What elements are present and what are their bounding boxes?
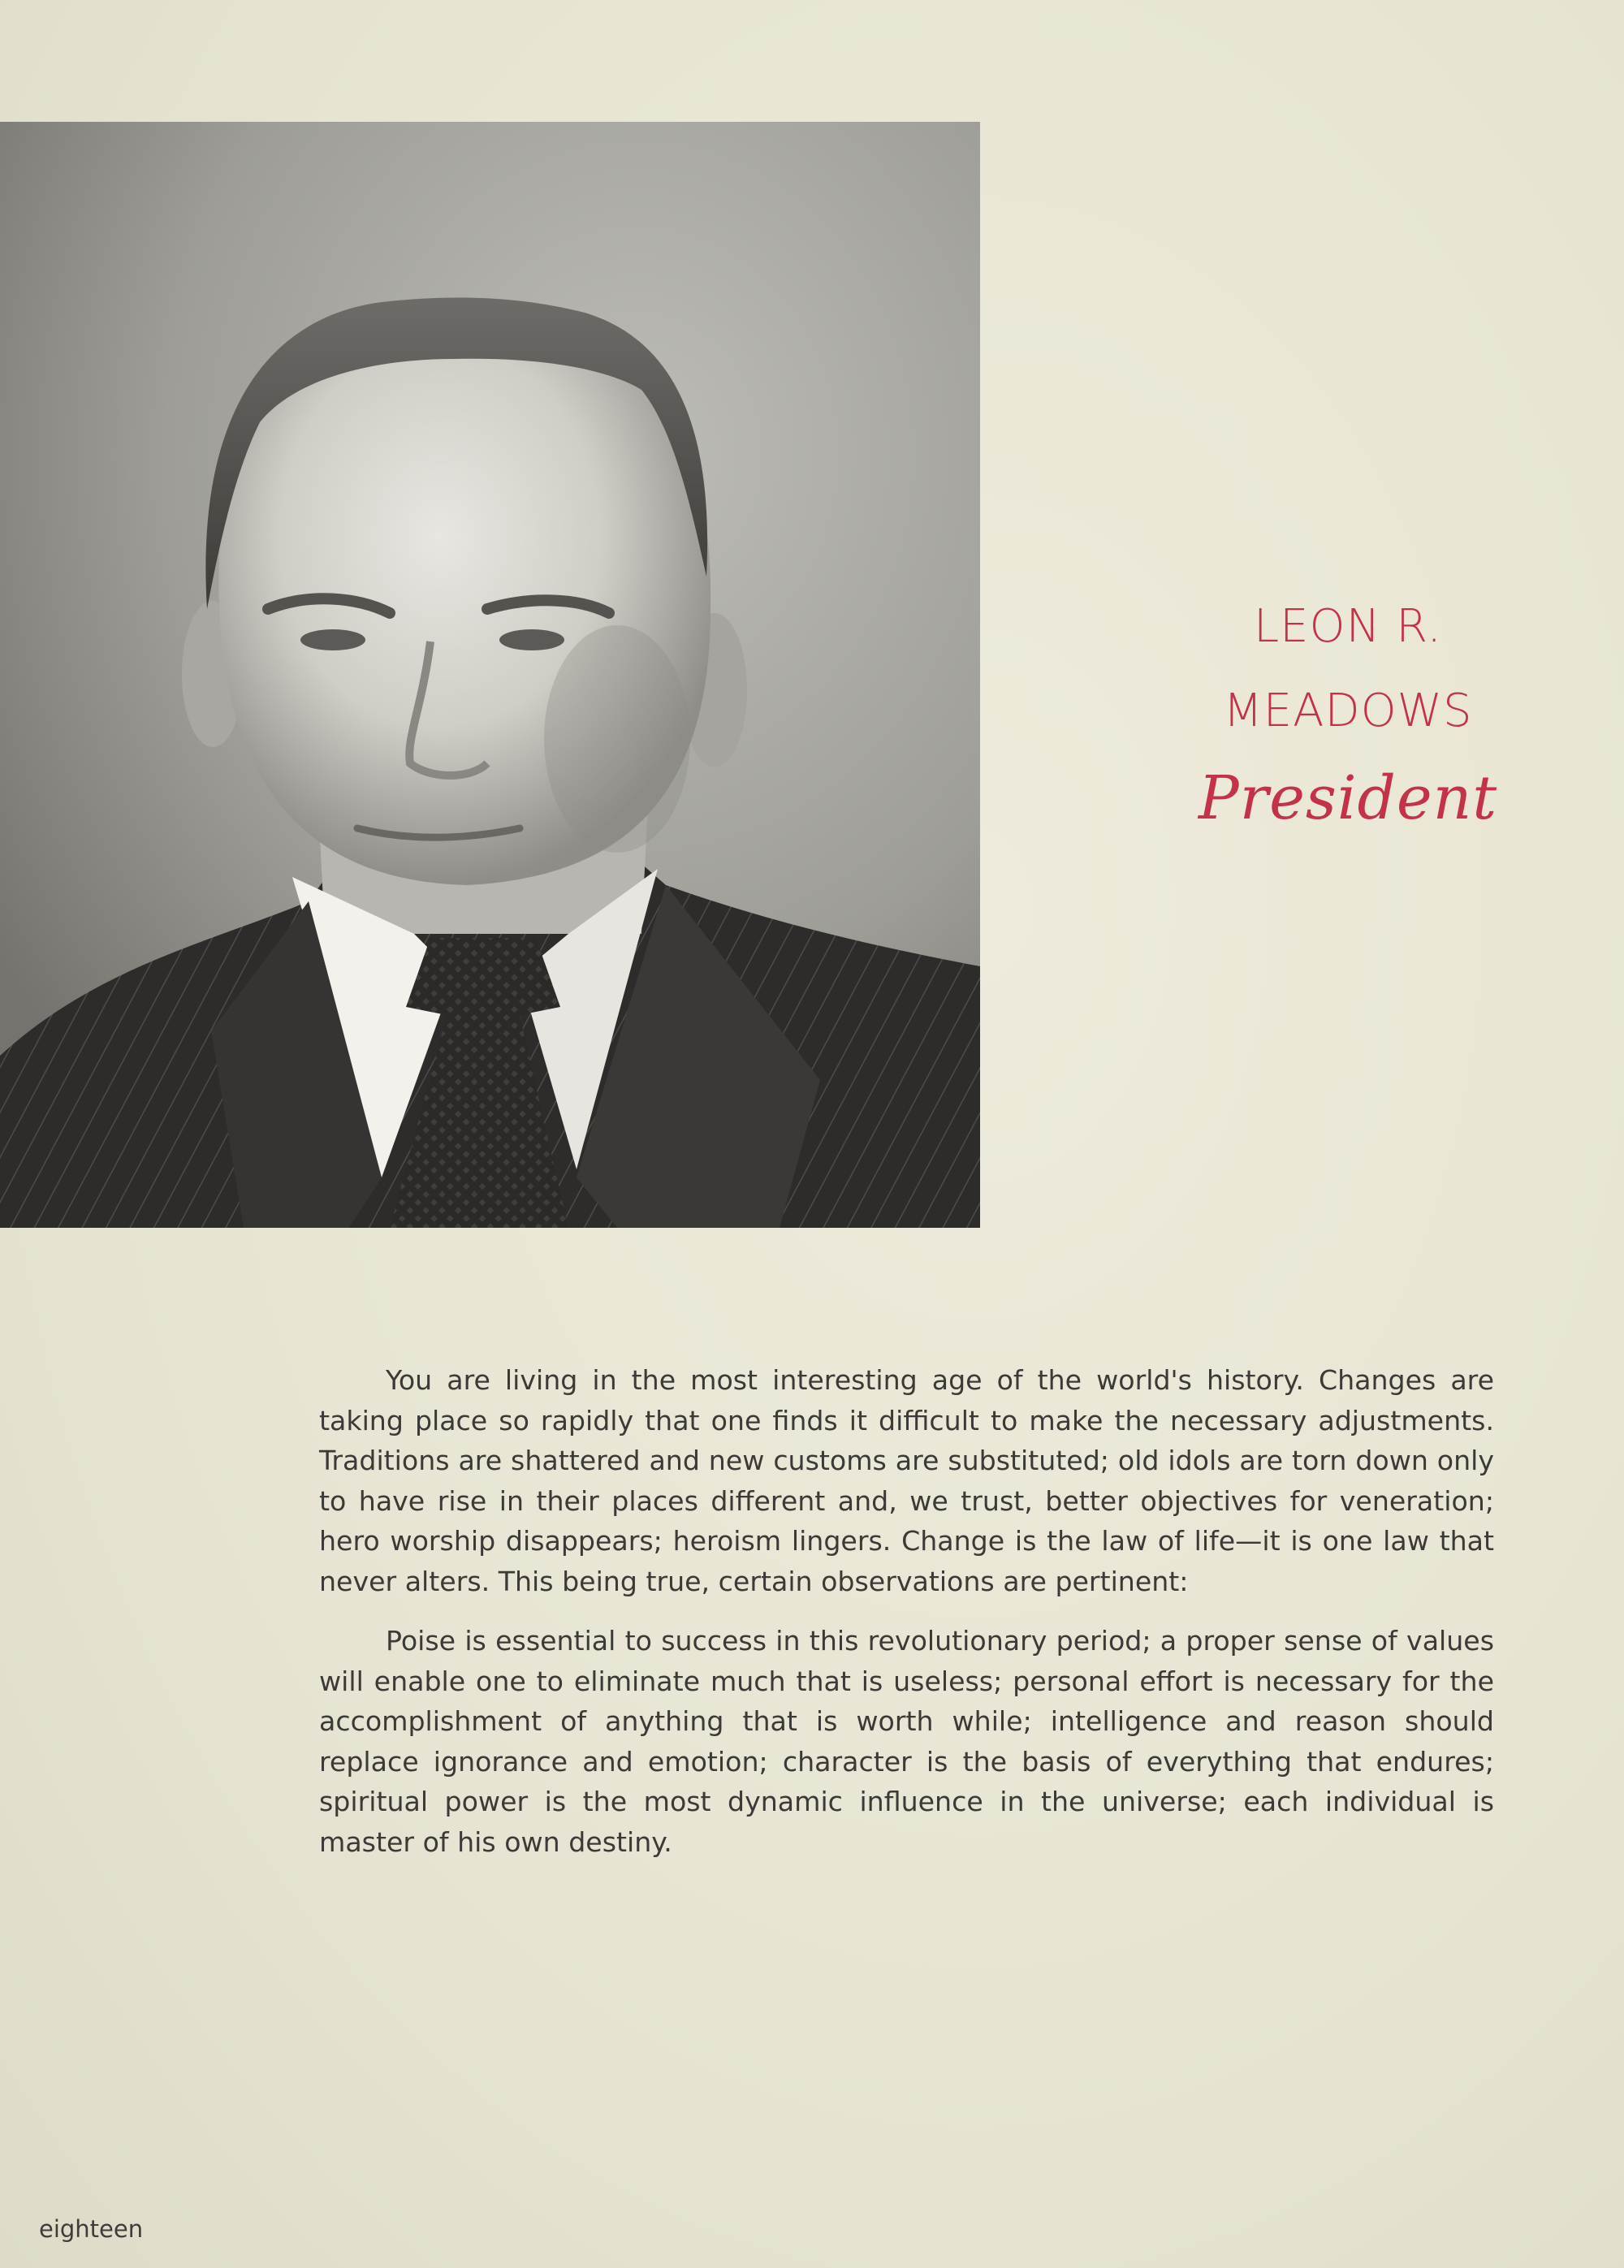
body-paragraph-2: Poise is essential to success in this revolutionary period; a proper sense of values will enable one to eliminate much that is useless; personal effort is necessary for the accomplishment of anything that is worth while; intelligence and reason should replace ignorance and emotion; character is the basis of everything that endures; spiritual power is the most dynamic influence in the universe; each individual is master of his own destiny. <box>319 1625 1494 1858</box>
name-block <box>1161 585 1535 843</box>
portrait-photo <box>0 122 980 1228</box>
name-last-line: MEADOWS <box>1223 685 1473 737</box>
title-president: President <box>1198 763 1498 833</box>
message-body <box>319 1360 1494 1881</box>
portrait-illustration <box>0 122 980 1228</box>
page-number: eighteen <box>39 2215 144 2243</box>
name-first-line: LEON R. <box>1253 600 1443 653</box>
body-paragraph-1: You are living in the most interesting age of the world's history. Changes are taking place so rapidly that one finds it difficult to make the necessary adjustments. Traditions are shattered and new customs are substituted; old idols are torn down only to have rise in their places different and, we trust, better objectives for veneration; hero worship disappears; heroism lingers. Change is the law of life—it is one law that never alters. This being true, certain observations are pertinent: <box>319 1364 1494 1597</box>
